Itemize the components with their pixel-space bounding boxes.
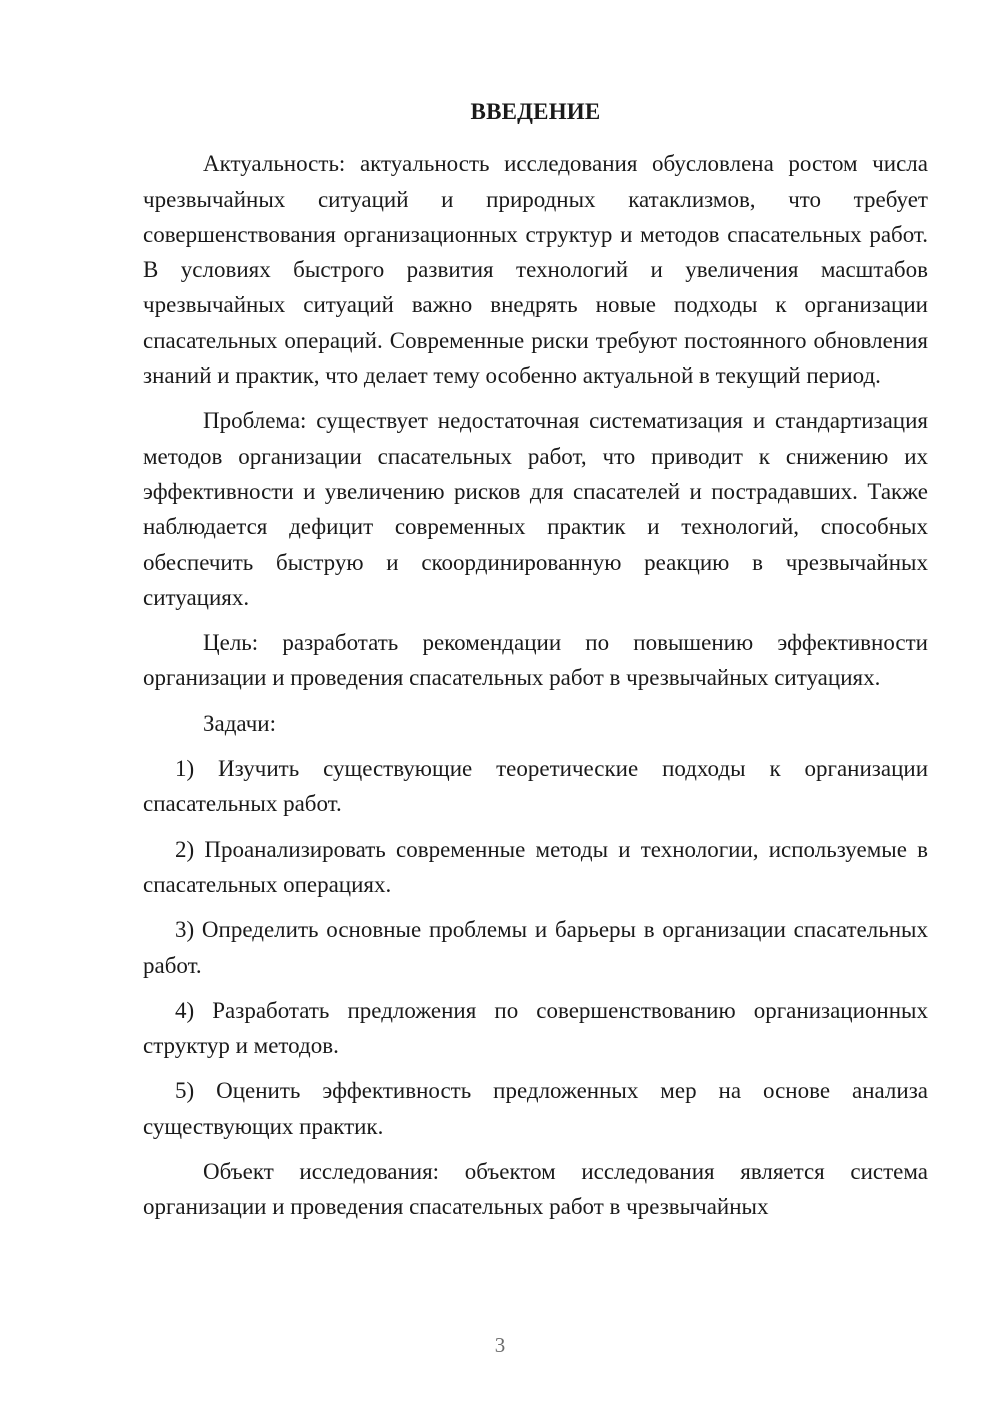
task-item-3: 3) Определить основные проблемы и барьеры в организации спасательных работ. xyxy=(143,917,928,978)
tasks-label: Задачи: xyxy=(203,710,276,736)
task-item-1: 1) Изучить существующие теоретические подходы к организации спасательных работ. xyxy=(143,756,928,817)
paragraph-problem: Проблема: существует недостаточная систематизация и стандартизация методов организации спасательных работ, что приводит к снижению их эффективности и увеличению рисков для спасателей и пострадавших. Также наблюдается дефицит современных практик и технологий, способных обеспечить быструю и скоординированную реакцию в чрезвычайных ситуациях. xyxy=(143,408,928,610)
page-number: 3 xyxy=(494,1333,506,1357)
paragraph-goal: Цель: разработать рекомендации по повышению эффективности организации и проведения спасательных работ в чрезвычайных ситуациях. xyxy=(143,630,928,691)
task-item-4: 4) Разработать предложения по совершенствованию организационных структур и методов. xyxy=(143,997,928,1059)
page-content xyxy=(143,94,928,1225)
task-item-5: 5) Оценить эффективность предложенных мер на основе анализа существующих практик. xyxy=(143,1078,928,1139)
paragraph-relevance: Актуальность: актуальность исследования обусловлена ростом числа чрезвычайных ситуаций и природных катаклизмов, что требует совершенствования организационных структур и методов спасательных работ. В условиях быстрого развития технологий и увеличения масштабов чрезвычайных ситуаций важно внедрять новые подходы к организации спасательных операций. Современные риски требуют постоянного обновления знаний и практик, что делает тему особенно актуальной в текущий период. xyxy=(143,151,928,389)
paragraph-object: Объект исследования: объектом исследования является система организации и проведения спасательных работ в чрезвычайных xyxy=(143,1159,928,1220)
section-heading: ВВЕДЕНИЕ xyxy=(470,99,601,124)
task-item-2: 2) Проанализировать современные методы и технологии, используемые в спасательных операциях. xyxy=(143,836,928,897)
